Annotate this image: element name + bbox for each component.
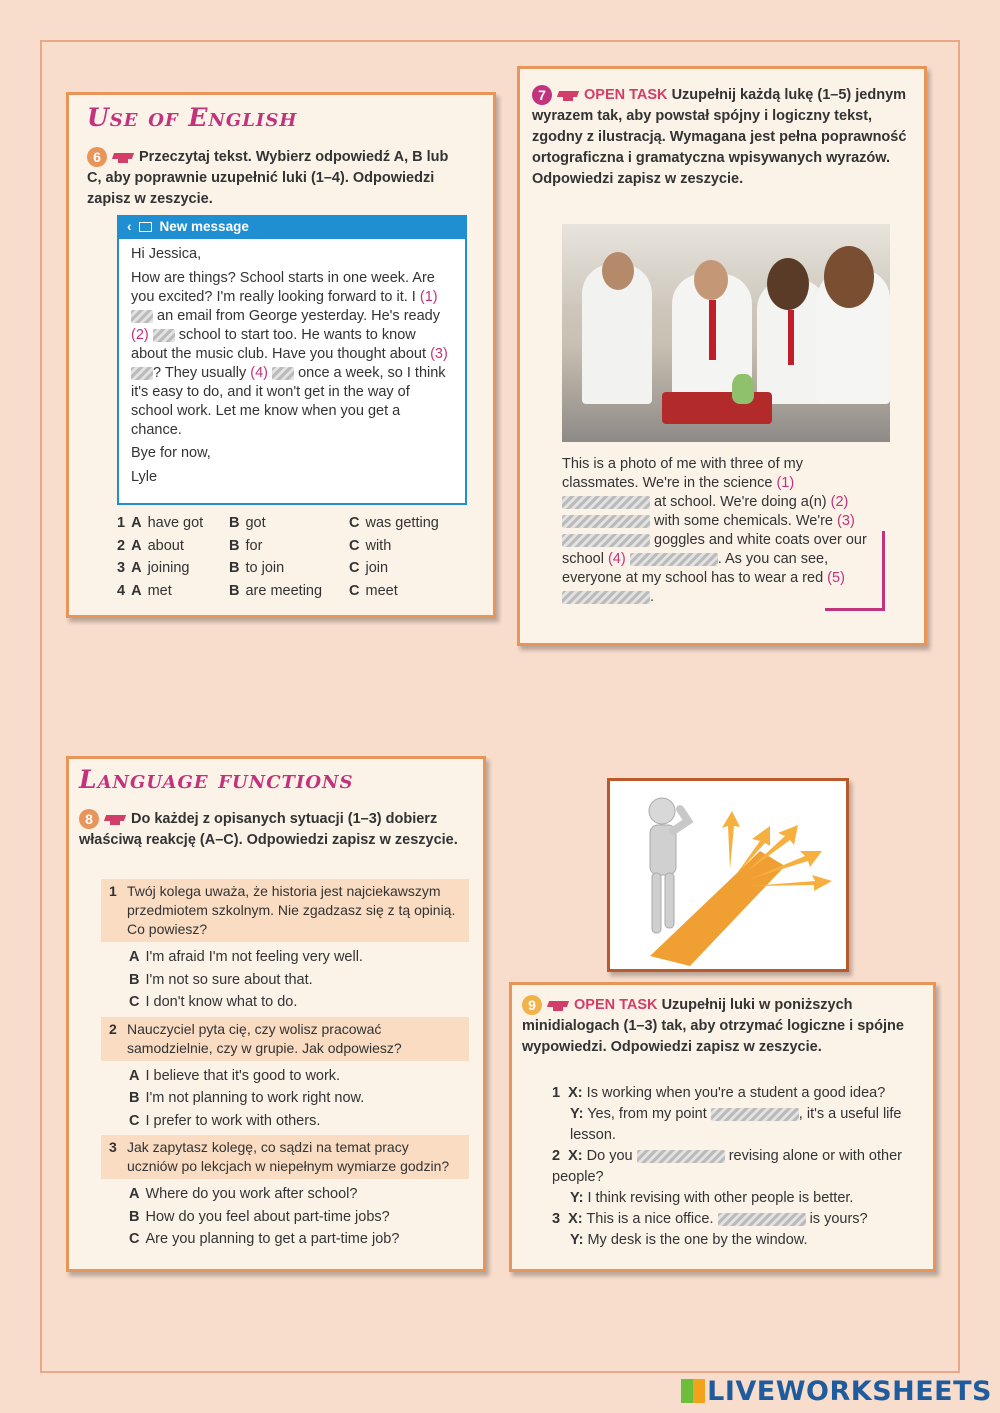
gap-1[interactable] <box>131 310 153 323</box>
person-crossroads-illustration <box>610 781 846 969</box>
reaction-option[interactable]: A Where do you work after school? <box>129 1186 358 1202</box>
option-row: 1 A have got B got C was getting <box>117 515 439 531</box>
situation-1: 1 Twój kolega uważa, że historia jest najciekawszym przedmiotem szkolnym. Nie zgadzasz się z tą opinią. Co powiesz? <box>101 879 469 942</box>
gap-7-3[interactable] <box>562 534 650 547</box>
message-bye: Bye for now, <box>131 445 211 461</box>
lab-tray <box>662 392 772 424</box>
message-body <box>119 239 465 493</box>
message-signature: Lyle <box>131 469 158 485</box>
minidialogs <box>552 1083 922 1251</box>
gap-9-2[interactable] <box>637 1150 725 1163</box>
envelope-icon <box>139 222 152 232</box>
card-language-functions <box>66 756 486 1272</box>
card-open-task-9 <box>509 982 936 1272</box>
reaction-option[interactable]: C Are you planning to get a part-time job? <box>129 1231 400 1247</box>
gap-4[interactable] <box>272 367 294 380</box>
ex6-instruction: 6 Przeczytaj tekst. Wybierz odpowiedź A, B lub C, aby poprawnie uzupełnić luki (1–4). Odpowiedzi zapisz w zeszycie. <box>87 149 449 207</box>
reaction-option[interactable]: C I don't know what to do. <box>129 994 298 1010</box>
reaction-option[interactable]: B How do you feel about part-time jobs? <box>129 1208 390 1225</box>
graduation-cap-icon <box>113 151 133 163</box>
liveworksheets-logo-icon <box>681 1379 705 1403</box>
message-text: How are things? School starts in one week. Are you excited? I'm really looking forward to it. I (1) an email from George yesterday. He's ready (2) school to start too. He wants to know about the music club. Have you thought about (3) ? They usually (4) once a week, so I think it's easy to do, and it won't get in the way of school work. Let me know when you get a chance. <box>131 270 448 438</box>
card-open-task-7 <box>517 66 927 646</box>
gap-9-1[interactable] <box>711 1108 799 1121</box>
new-message-box <box>117 215 467 505</box>
dialog-3-y: Y: My desk is the one by the window. <box>570 1232 808 1248</box>
ex7-instruction: 7 OPEN TASK Uzupełnij każdą lukę (1–5) jednym wyrazem tak, aby powstał spójny i logiczny tekst, zgodny z ilustracją. Wymagana jest pełna poprawność ortograficzna i gramatyczna wpisywanych wyrazów. Odpowiedzi zapisz w zeszycie. <box>532 87 907 187</box>
gap-9-3[interactable] <box>718 1213 806 1226</box>
message-header-label: New message <box>159 219 249 234</box>
graduation-cap-icon <box>558 89 578 101</box>
reaction-option[interactable]: C I prefer to work with others. <box>129 1112 321 1129</box>
message-header <box>119 217 465 239</box>
ex7-number: 7 <box>532 85 552 105</box>
graduation-cap-icon <box>105 813 125 825</box>
ex8-number: 8 <box>79 809 99 829</box>
gap-7-1[interactable] <box>562 496 650 509</box>
option-row: 4 A met B are meeting C meet <box>117 582 398 599</box>
accent-bracket <box>825 531 885 611</box>
gap-3[interactable] <box>131 367 153 380</box>
gap-7-4[interactable] <box>630 553 718 566</box>
flask <box>732 374 754 404</box>
section-title-language-functions: Language functions <box>79 765 354 794</box>
situation-3: 3 Jak zapytasz kolegę, co sądzi na temat pracy uczniów po lekcjach w niepełnym wymiarze godzin? <box>101 1135 469 1179</box>
option-row: 2 A about B for C with <box>117 537 392 554</box>
ex8-situations <box>101 879 469 1251</box>
section-title-use-of-english: Use of English <box>87 103 298 132</box>
dialog-1-y: Y: Yes, from my point , it's a useful life lesson. <box>570 1106 902 1143</box>
ex9-instruction: 9 OPEN TASK Uzupełnij luki w poniższych minidialogach (1–3) tak, aby otrzymać logiczne i spójne wypowiedzi. Odpowiedzi zapisz w zeszycie. <box>522 997 904 1055</box>
ex8-instruction: 8 Do każdej z opisanych sytuacji (1–3) dobierz właściwą reakcję (A–C). Odpowiedzi zapisz w zeszycie. <box>79 811 458 848</box>
dialog-1-x: 1 X: Is working when you're a student a good idea? <box>552 1085 886 1101</box>
ex7-text: This is a photo of me with three of my classmates. We're in the science (1) at school. We're doing a(n) (2) with some chemicals. We're (3) goggles and white coats over our school (4) . As you can see, everyone at my school has to wear a red (5) . <box>562 456 867 605</box>
reaction-option[interactable]: A I'm afraid I'm not feeling very well. <box>129 949 363 965</box>
dialog-2-y: Y: I think revising with other people is better. <box>570 1190 854 1206</box>
graduation-cap-icon <box>548 999 568 1011</box>
reaction-option[interactable]: B I'm not so sure about that. <box>129 971 313 988</box>
back-chevron-icon: ‹ <box>127 219 132 234</box>
ex6-number: 6 <box>87 147 107 167</box>
message-greeting: Hi Jessica, <box>131 246 202 262</box>
gap-7-2[interactable] <box>562 515 650 528</box>
gap-2[interactable] <box>153 329 175 342</box>
dialog-3-x: 3 X: This is a nice office. is yours? <box>552 1211 868 1227</box>
ex9-number: 9 <box>522 995 542 1015</box>
card-use-of-english <box>66 92 496 618</box>
ex6-options <box>117 515 477 605</box>
reaction-option[interactable]: A I believe that it's good to work. <box>129 1067 341 1084</box>
gap-7-5[interactable] <box>562 591 650 604</box>
reaction-option[interactable]: B I'm not planning to work right now. <box>129 1090 365 1106</box>
situation-2: 2 Nauczyciel pyta cię, czy wolisz pracować samodzielnie, czy w grupie. Jak odpowiesz? <box>101 1017 469 1061</box>
liveworksheets-logo: LIVEWORKSHEETS <box>681 1376 992 1407</box>
dialog-2-x: 2 X: Do you revising alone or with other people? <box>552 1148 902 1185</box>
option-row: 3 A joining B to join C join <box>117 560 389 576</box>
science-lab-photo <box>562 224 890 442</box>
decision-arrows-image <box>607 778 849 972</box>
